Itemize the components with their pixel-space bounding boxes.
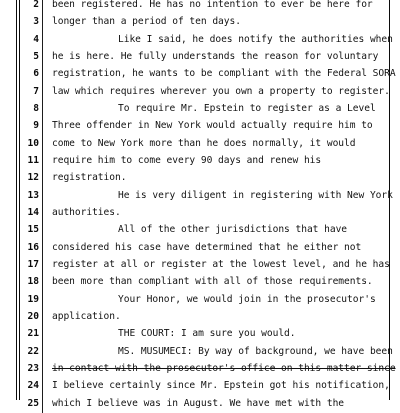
line-number-divider [42,395,43,413]
line-text: in contact with the prosecutor's office on this matter since [52,362,396,374]
line-number-divider [42,343,43,361]
line-number-divider [42,65,43,83]
line-number-divider [42,204,43,222]
line-number-divider [42,117,43,135]
line-number: 16 [27,241,39,253]
line-number-divider [42,360,43,378]
transcript-line [0,0,400,14]
line-number: 5 [33,50,39,62]
line-text: All of the other jurisdictions that have [118,224,348,236]
line-number: 12 [27,172,39,184]
transcript-line [0,100,400,118]
line-number-divider [42,0,43,14]
line-text: register at all or register at the lowest level, and he has [52,258,390,270]
line-number: 9 [33,120,39,132]
line-number-divider [42,100,43,118]
transcript-line [0,135,400,153]
line-number-divider [42,48,43,66]
line-number: 7 [33,85,39,97]
transcript-line [0,31,400,49]
transcript-line [0,152,400,170]
line-number: 20 [27,310,39,322]
line-number: 21 [27,328,39,340]
line-text: Three offender in New York would actually require him to [52,120,373,132]
transcript-line [0,13,400,31]
line-number: 18 [27,276,39,288]
line-number-divider [42,273,43,291]
transcript-line [0,187,400,205]
line-number: 17 [27,258,39,270]
transcript-line [0,117,400,135]
line-text: registration, he wants to be compliant with the Federal SORA [52,68,396,80]
line-number: 10 [27,137,39,149]
line-number: 2 [33,0,39,10]
transcript-line [0,308,400,326]
line-number-divider [42,239,43,257]
line-number: 3 [33,16,39,28]
line-text: MS. MUSUMECI: By way of background, we have been [118,345,393,357]
line-number-divider [42,152,43,170]
transcript-line [0,221,400,239]
line-text: considered his case have determined that he either not [52,241,362,253]
transcript-line [0,83,400,101]
line-number: 23 [27,362,39,374]
line-number: 4 [33,33,39,45]
line-number-divider [42,169,43,187]
transcript-line [0,273,400,291]
line-text: registration. [52,172,127,184]
line-number: 6 [33,68,39,80]
transcript-line [0,239,400,257]
line-number-divider [42,377,43,395]
transcript-line [0,169,400,187]
transcript-line [0,377,400,395]
transcript-line [0,343,400,361]
line-number: 14 [27,206,39,218]
line-number-divider [42,83,43,101]
line-number-divider [42,31,43,49]
line-text: he is here. He fully understands the reason for voluntary [52,50,379,62]
line-text: Like I said, he does notify the authorities when [118,33,393,45]
line-number: 24 [27,380,39,392]
transcript-line [0,360,400,378]
line-number: 22 [27,345,39,357]
line-text: been registered. He has no intention to ever be here for [52,0,373,10]
line-number-divider [42,135,43,153]
line-number: 13 [27,189,39,201]
line-text: To require Mr. Epstein to register as a Level [118,102,376,114]
line-text: authorities. [52,206,121,218]
transcript-line [0,256,400,274]
line-number-divider [42,291,43,309]
line-number-divider [42,221,43,239]
transcript-line [0,395,400,413]
line-number: 25 [27,397,39,409]
line-number: 19 [27,293,39,305]
line-number: 15 [27,224,39,236]
line-number-divider [42,13,43,31]
line-number: 11 [27,154,39,166]
line-text: He is very diligent in registering with New York [118,189,393,201]
line-text: require him to come every 90 days and renew his [52,154,322,166]
line-text: law which requires wherever you own a property to register. [52,85,390,97]
line-number-divider [42,325,43,343]
line-number: 8 [33,102,39,114]
line-text: which I believe was in August. We have met with the [52,397,345,409]
line-text: application. [52,310,121,322]
line-text: longer than a period of ten days. [52,16,241,28]
line-text: Your Honor, we would join in the prosecutor's [118,293,376,305]
line-number-divider [42,187,43,205]
transcript-line [0,65,400,83]
line-text: THE COURT: I am sure you would. [118,328,296,340]
line-text: been more than compliant with all of those requirements. [52,276,373,288]
line-text: come to New York more than he does normally, it would [52,137,356,149]
transcript-line [0,204,400,222]
line-number-divider [42,256,43,274]
line-number-divider [42,308,43,326]
transcript-line [0,325,400,343]
line-text: I believe certainly since Mr. Epstein got his notification, [52,380,390,392]
transcript-line [0,48,400,66]
transcript-line [0,291,400,309]
